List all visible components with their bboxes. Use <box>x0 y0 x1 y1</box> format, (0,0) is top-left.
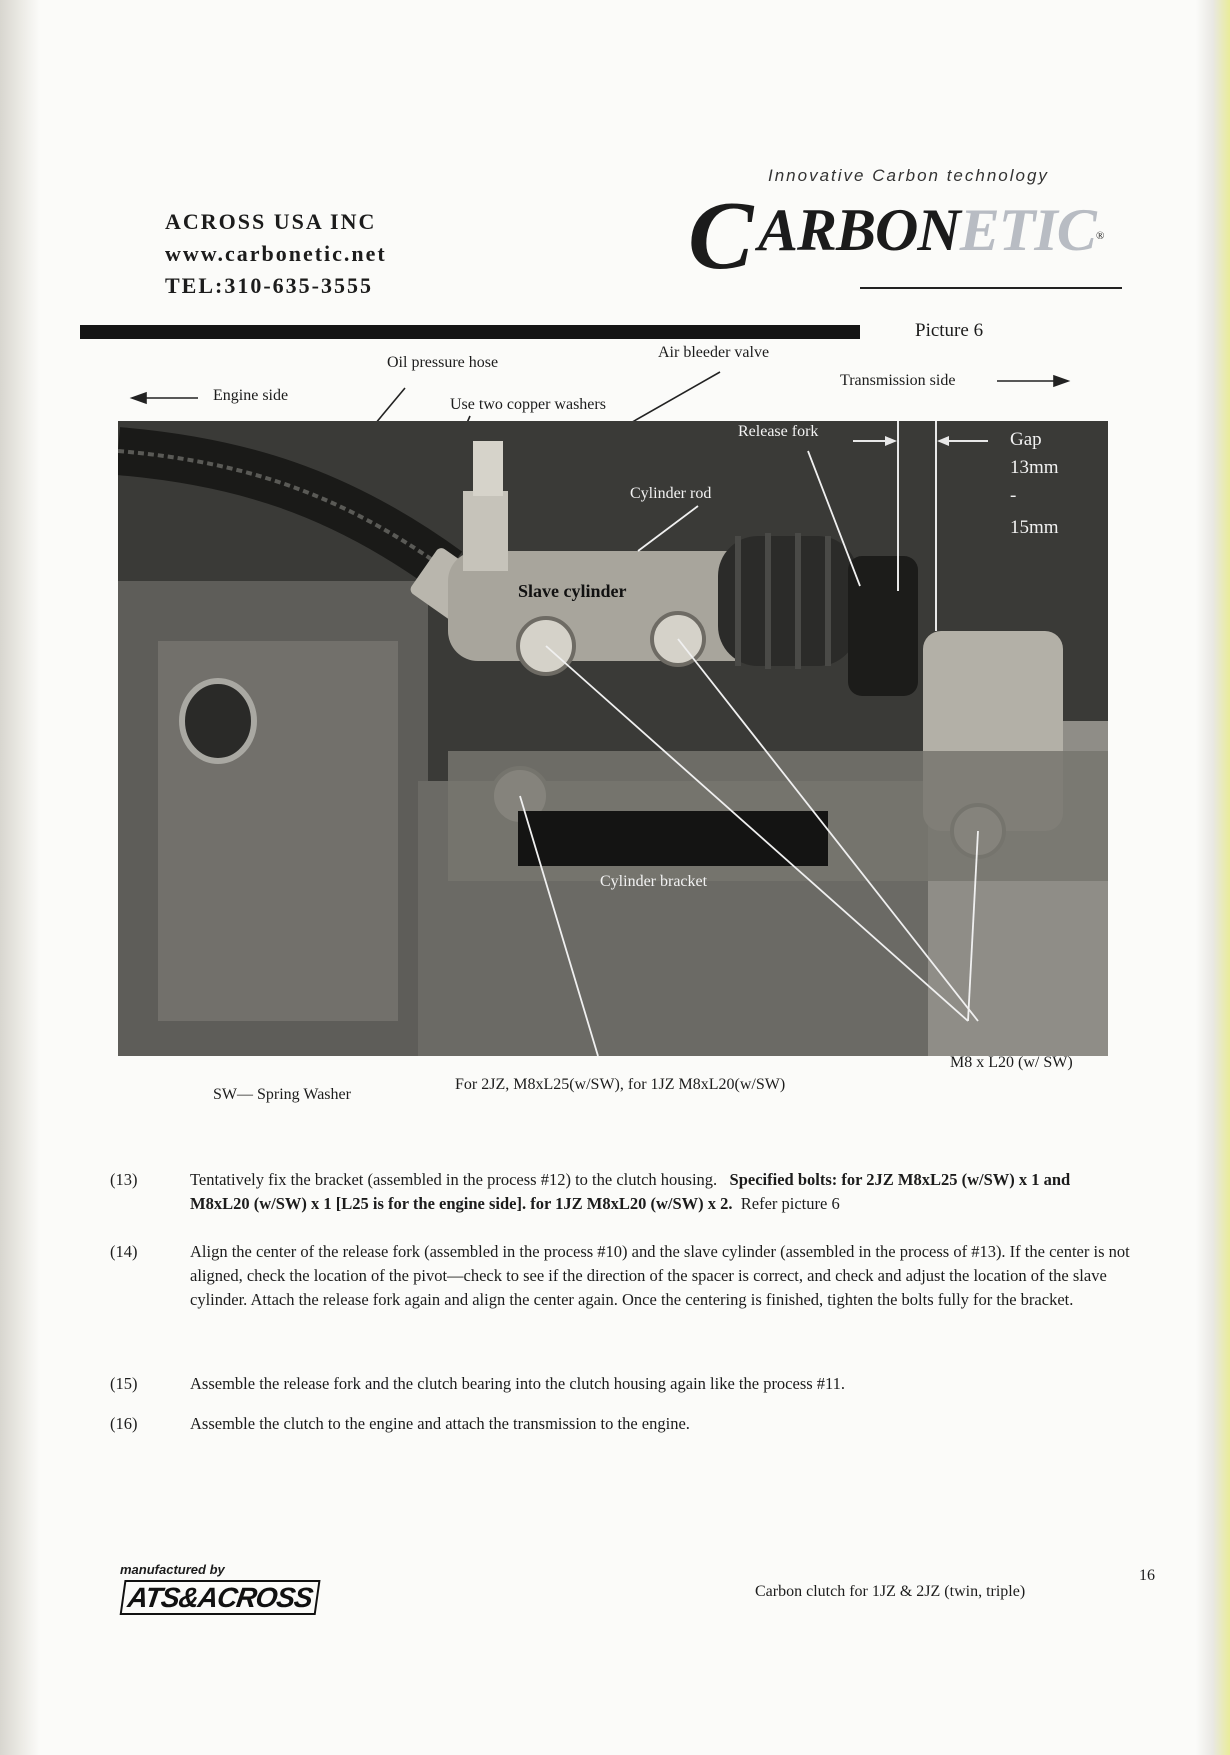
label-slave-cylinder: Slave cylinder <box>518 581 627 601</box>
label-engine-side: Engine side <box>213 387 289 404</box>
label-gap-max: 15mm <box>1010 517 1059 538</box>
label-gap: Gap <box>1010 429 1042 450</box>
step-text: Assemble the release fork and the clutch bearing into the clutch housing again like the process #11. <box>190 1374 846 1393</box>
step-16 <box>110 1412 1130 1436</box>
logo-registered-mark: ® <box>1096 230 1105 242</box>
step-number: (14) <box>110 1242 138 1261</box>
step-text: Align the center of the release fork (assembled in the process #10) and the slave cylinder (assembled in the process of #13). If the center is not aligned, check the location of the pivot—check to see if the direction of the spacer is correct, and check and adjust the location of the slave cylinder. Attach the release fork again and align the center again. Once the centering is finished, tighten the bolts fully for the bracket. <box>190 1242 1130 1309</box>
label-gap-min: 13mm <box>1010 457 1059 478</box>
step-14 <box>110 1240 1130 1312</box>
company-phone: TEL:310-635-3555 <box>165 273 373 298</box>
step-15 <box>110 1372 1130 1396</box>
label-m8-l20: M8 x L20 (w/ SW) <box>950 1054 1073 1071</box>
label-gap-dash: - <box>1010 485 1017 506</box>
step-text: Tentatively fix the bracket (assembled in the process #12) to the clutch housing. <box>190 1170 718 1189</box>
label-transmission-side: Transmission side <box>840 372 956 389</box>
step-number: (16) <box>110 1414 138 1433</box>
footer-caption: Carbon clutch for 1JZ & 2JZ (twin, triple) <box>755 1583 1026 1600</box>
label-copper-washers: Use two copper washers <box>450 396 606 413</box>
logo-initial: C <box>688 182 754 290</box>
slave-cylinder-photo <box>118 421 1108 1056</box>
step-number: (15) <box>110 1374 138 1393</box>
figure-title: Picture 6 <box>915 320 984 341</box>
label-release-fork: Release fork <box>738 423 819 440</box>
page-number: 16 <box>1139 1567 1155 1584</box>
company-name: ACROSS USA INC <box>165 209 377 234</box>
label-cylinder-bracket: Cylinder bracket <box>600 873 708 890</box>
logo-text-light: ETIC <box>959 197 1096 263</box>
logo-tagline: Innovative Carbon technology <box>768 166 1049 185</box>
step-number: (13) <box>110 1170 138 1189</box>
maker-logo-text: ATS&ACROSS <box>120 1580 321 1615</box>
step-13 <box>110 1168 1130 1216</box>
manufactured-by-label: manufactured by <box>120 1562 225 1577</box>
label-bolt-note: For 2JZ, M8xL25(w/SW), for 1JZ M8xL20(w/SW) <box>455 1076 786 1093</box>
photo-illustration <box>118 421 1108 1056</box>
label-cylinder-rod: Cylinder rod <box>630 485 712 502</box>
ats-across-logo <box>120 1582 320 1614</box>
step-bold-text: Specified bolts: for 2JZ M8xL25 (w/SW) x 1 and M8xL20 (w/SW) x 1 [L25 is for the engine side]. for 1JZ M8xL20 (w/SW) x 2. <box>190 1170 1071 1213</box>
label-spring-washer-note: SW— Spring Washer <box>213 1086 351 1103</box>
logo-text-dark: ARBON <box>758 197 960 263</box>
company-website: www.carbonetic.net <box>165 241 387 266</box>
step-text: Assemble the clutch to the engine and attach the transmission to the engine. <box>190 1414 690 1433</box>
label-oil-pressure-hose: Oil pressure hose <box>387 354 499 371</box>
step-text-tail: Refer picture 6 <box>740 1194 840 1213</box>
label-air-bleeder-valve: Air bleeder valve <box>658 344 770 361</box>
